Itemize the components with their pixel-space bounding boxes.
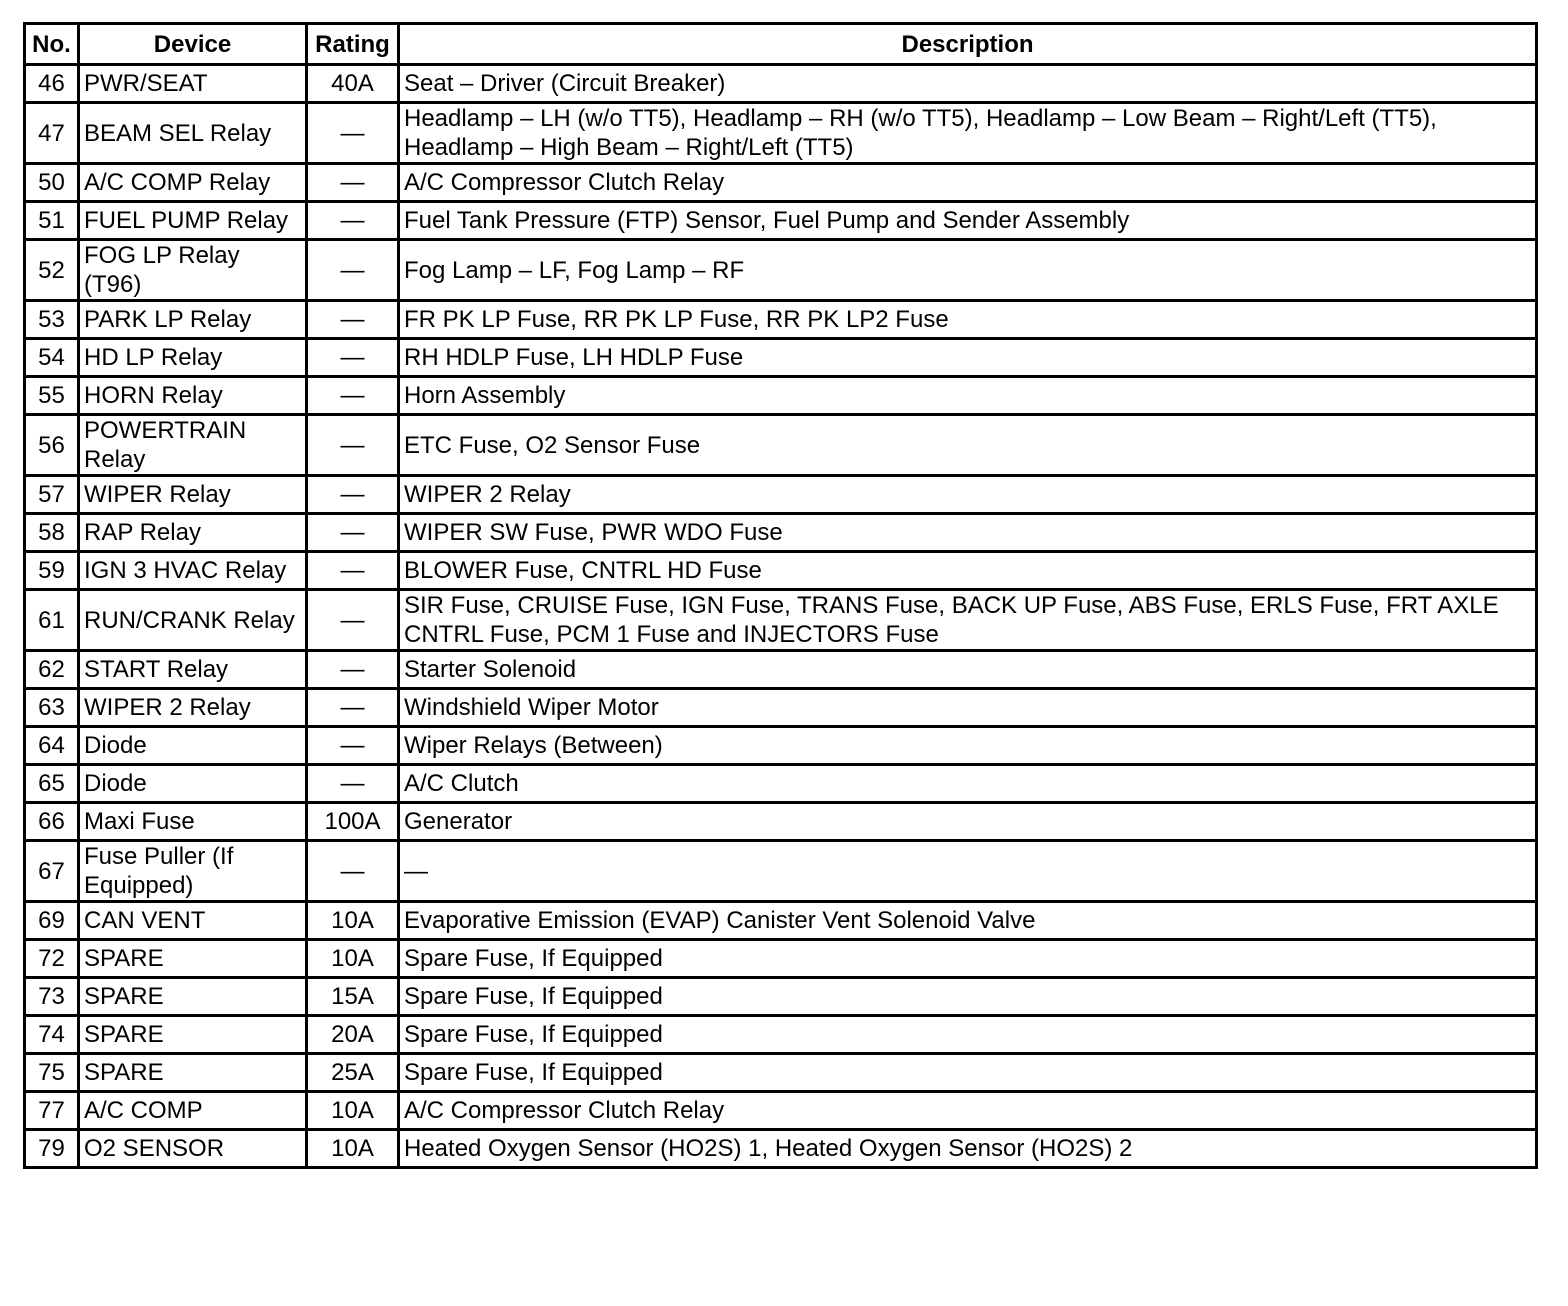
table-row	[25, 103, 1537, 164]
cell-no: 61	[25, 590, 79, 651]
cell-description: Windshield Wiper Motor	[399, 689, 1537, 727]
cell-description: Spare Fuse, If Equipped	[399, 1016, 1537, 1054]
cell-rating: 15A	[307, 978, 399, 1016]
cell-device: O2 SENSOR	[79, 1130, 307, 1168]
cell-description: Fuel Tank Pressure (FTP) Sensor, Fuel Pump and Sender Assembly	[399, 202, 1537, 240]
cell-description: SIR Fuse, CRUISE Fuse, IGN Fuse, TRANS Fuse, BACK UP Fuse, ABS Fuse, ERLS Fuse, FRT AXLE CNTRL Fuse, PCM 1 Fuse and INJECTORS Fuse	[399, 590, 1537, 651]
fuse-relay-table	[23, 22, 1538, 1169]
table-row	[25, 1054, 1537, 1092]
cell-description: Heated Oxygen Sensor (HO2S) 1, Heated Oxygen Sensor (HO2S) 2	[399, 1130, 1537, 1168]
cell-description: Seat – Driver (Circuit Breaker)	[399, 65, 1537, 103]
table-row	[25, 765, 1537, 803]
cell-description: A/C Clutch	[399, 765, 1537, 803]
cell-device: POWERTRAIN Relay	[79, 415, 307, 476]
table-row	[25, 514, 1537, 552]
cell-device: FUEL PUMP Relay	[79, 202, 307, 240]
cell-description: Wiper Relays (Between)	[399, 727, 1537, 765]
cell-no: 79	[25, 1130, 79, 1168]
cell-no: 50	[25, 164, 79, 202]
cell-rating: —	[307, 552, 399, 590]
table-row	[25, 301, 1537, 339]
table-row	[25, 902, 1537, 940]
cell-device: SPARE	[79, 940, 307, 978]
column-header-device: Device	[79, 24, 307, 65]
cell-no: 47	[25, 103, 79, 164]
cell-no: 74	[25, 1016, 79, 1054]
table-row	[25, 552, 1537, 590]
cell-no: 64	[25, 727, 79, 765]
cell-rating: —	[307, 164, 399, 202]
cell-rating: —	[307, 651, 399, 689]
cell-rating: —	[307, 689, 399, 727]
cell-rating: —	[307, 590, 399, 651]
table-row	[25, 590, 1537, 651]
cell-no: 73	[25, 978, 79, 1016]
cell-device: SPARE	[79, 1054, 307, 1092]
cell-device: Diode	[79, 765, 307, 803]
cell-no: 65	[25, 765, 79, 803]
cell-rating: —	[307, 202, 399, 240]
cell-no: 75	[25, 1054, 79, 1092]
cell-device: HD LP Relay	[79, 339, 307, 377]
cell-no: 51	[25, 202, 79, 240]
cell-no: 46	[25, 65, 79, 103]
cell-device: Diode	[79, 727, 307, 765]
cell-rating: 100A	[307, 803, 399, 841]
table-row	[25, 476, 1537, 514]
table-row	[25, 240, 1537, 301]
cell-no: 53	[25, 301, 79, 339]
cell-description: FR PK LP Fuse, RR PK LP Fuse, RR PK LP2 Fuse	[399, 301, 1537, 339]
cell-device: WIPER Relay	[79, 476, 307, 514]
cell-rating: —	[307, 339, 399, 377]
cell-description: WIPER SW Fuse, PWR WDO Fuse	[399, 514, 1537, 552]
cell-description: Headlamp – LH (w/o TT5), Headlamp – RH (w/o TT5), Headlamp – Low Beam – Right/Left (TT5), Headlamp – High Beam – Right/Left (TT5)	[399, 103, 1537, 164]
cell-device: WIPER 2 Relay	[79, 689, 307, 727]
cell-description: Spare Fuse, If Equipped	[399, 1054, 1537, 1092]
cell-no: 66	[25, 803, 79, 841]
cell-rating: 25A	[307, 1054, 399, 1092]
table-row	[25, 1130, 1537, 1168]
cell-device: START Relay	[79, 651, 307, 689]
cell-device: RAP Relay	[79, 514, 307, 552]
cell-rating: —	[307, 727, 399, 765]
cell-rating: 20A	[307, 1016, 399, 1054]
cell-device: BEAM SEL Relay	[79, 103, 307, 164]
cell-no: 59	[25, 552, 79, 590]
cell-rating: —	[307, 377, 399, 415]
cell-device: PARK LP Relay	[79, 301, 307, 339]
column-header-description: Description	[399, 24, 1537, 65]
cell-no: 69	[25, 902, 79, 940]
cell-device: Fuse Puller (If Equipped)	[79, 841, 307, 902]
cell-description: ETC Fuse, O2 Sensor Fuse	[399, 415, 1537, 476]
table-row	[25, 727, 1537, 765]
table-row	[25, 978, 1537, 1016]
table-row	[25, 1016, 1537, 1054]
table-row	[25, 940, 1537, 978]
cell-rating: 10A	[307, 1092, 399, 1130]
cell-rating: 40A	[307, 65, 399, 103]
cell-description: Horn Assembly	[399, 377, 1537, 415]
cell-rating: —	[307, 841, 399, 902]
cell-description: Starter Solenoid	[399, 651, 1537, 689]
cell-rating: 10A	[307, 940, 399, 978]
cell-no: 57	[25, 476, 79, 514]
table-row	[25, 651, 1537, 689]
table-row	[25, 1092, 1537, 1130]
cell-description: Evaporative Emission (EVAP) Canister Vent Solenoid Valve	[399, 902, 1537, 940]
cell-no: 63	[25, 689, 79, 727]
cell-description: Generator	[399, 803, 1537, 841]
table-row	[25, 164, 1537, 202]
cell-description: Spare Fuse, If Equipped	[399, 940, 1537, 978]
cell-rating: —	[307, 301, 399, 339]
cell-rating: —	[307, 415, 399, 476]
table-body	[25, 65, 1537, 1168]
cell-no: 58	[25, 514, 79, 552]
cell-description: BLOWER Fuse, CNTRL HD Fuse	[399, 552, 1537, 590]
cell-rating: 10A	[307, 1130, 399, 1168]
cell-description: WIPER 2 Relay	[399, 476, 1537, 514]
cell-no: 55	[25, 377, 79, 415]
cell-device: HORN Relay	[79, 377, 307, 415]
cell-rating: —	[307, 103, 399, 164]
cell-rating: 10A	[307, 902, 399, 940]
cell-rating: —	[307, 476, 399, 514]
cell-device: RUN/CRANK Relay	[79, 590, 307, 651]
cell-no: 67	[25, 841, 79, 902]
cell-description: A/C Compressor Clutch Relay	[399, 164, 1537, 202]
cell-device: Maxi Fuse	[79, 803, 307, 841]
table-row	[25, 803, 1537, 841]
cell-rating: —	[307, 514, 399, 552]
cell-no: 52	[25, 240, 79, 301]
table-row	[25, 202, 1537, 240]
table-row	[25, 689, 1537, 727]
table-row	[25, 841, 1537, 902]
cell-description: RH HDLP Fuse, LH HDLP Fuse	[399, 339, 1537, 377]
cell-description: —	[399, 841, 1537, 902]
table-row	[25, 65, 1537, 103]
cell-device: SPARE	[79, 978, 307, 1016]
cell-no: 62	[25, 651, 79, 689]
table-row	[25, 339, 1537, 377]
column-header-rating: Rating	[307, 24, 399, 65]
cell-no: 54	[25, 339, 79, 377]
cell-description: Fog Lamp – LF, Fog Lamp – RF	[399, 240, 1537, 301]
cell-device: IGN 3 HVAC Relay	[79, 552, 307, 590]
table-row	[25, 377, 1537, 415]
table-header-row	[25, 24, 1537, 65]
cell-device: A/C COMP Relay	[79, 164, 307, 202]
cell-device: SPARE	[79, 1016, 307, 1054]
cell-description: A/C Compressor Clutch Relay	[399, 1092, 1537, 1130]
column-header-no: No.	[25, 24, 79, 65]
cell-no: 56	[25, 415, 79, 476]
cell-description: Spare Fuse, If Equipped	[399, 978, 1537, 1016]
cell-device: PWR/SEAT	[79, 65, 307, 103]
cell-no: 72	[25, 940, 79, 978]
cell-device: CAN VENT	[79, 902, 307, 940]
cell-device: FOG LP Relay (T96)	[79, 240, 307, 301]
cell-rating: —	[307, 240, 399, 301]
table-row	[25, 415, 1537, 476]
cell-device: A/C COMP	[79, 1092, 307, 1130]
cell-no: 77	[25, 1092, 79, 1130]
cell-rating: —	[307, 765, 399, 803]
